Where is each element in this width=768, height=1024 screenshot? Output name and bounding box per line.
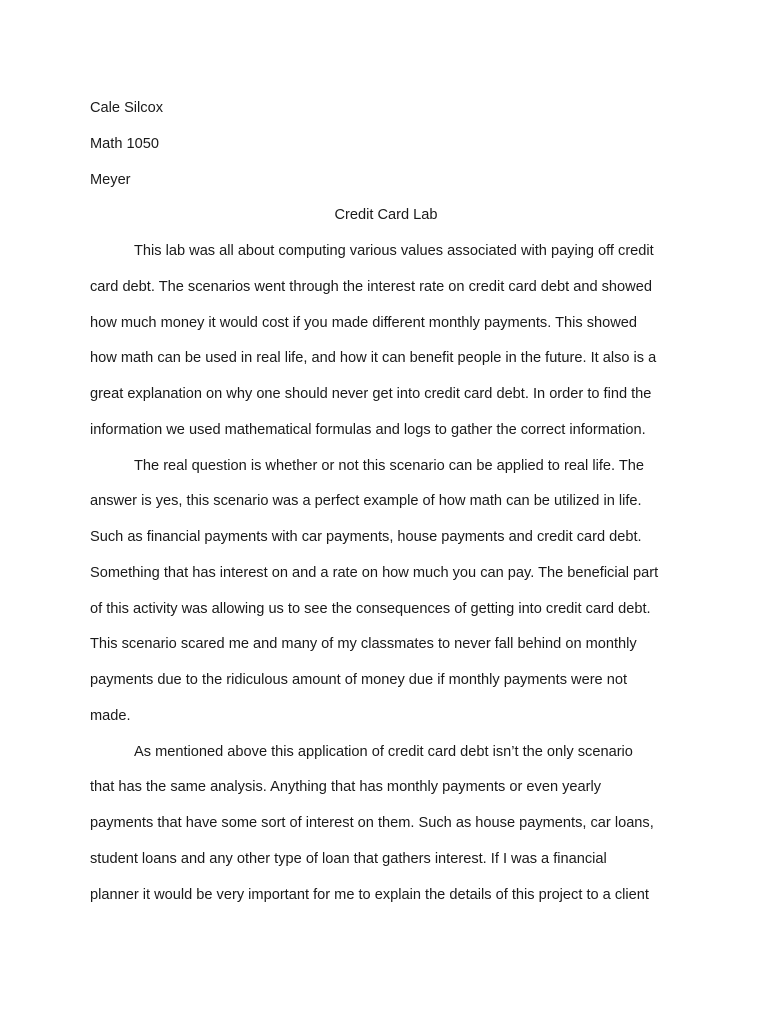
paragraph-line: card debt. The scenarios went through the interest rate on credit card debt and showed <box>90 278 652 295</box>
paragraph-line: information we used mathematical formulas and logs to gather the correct information. <box>90 421 646 438</box>
document-body <box>90 91 682 913</box>
paragraph-line: Something that has interest on and a rate on how much you can pay. The beneficial part <box>90 564 659 581</box>
document-title: Credit Card Lab <box>334 207 438 224</box>
paragraph-line: great explanation on why one should never get into credit card debt. In order to find the <box>90 386 652 402</box>
paragraph-line: made. <box>90 707 131 724</box>
course-name: Math 1050 <box>90 135 159 152</box>
paragraph-line: This scenario scared me and many of my classmates to never fall behind on monthly <box>90 636 637 653</box>
instructor-name: Meyer <box>90 171 131 188</box>
paragraph-line: The real question is whether or not this scenario can be applied to real life. The <box>134 457 644 474</box>
paragraph-line: Such as financial payments with car payments, house payments and credit card debt. <box>90 529 642 545</box>
paragraph-line: of this activity was allowing us to see the consequences of getting into credit card debt. <box>90 600 651 617</box>
paragraph-line: answer is yes, this scenario was a perfect example of how math can be utilized in life. <box>90 493 642 510</box>
paragraph-1 <box>90 234 682 449</box>
paragraph-line: As mentioned above this application of credit card debt isn’t the only scenario <box>134 743 633 760</box>
paragraph-line: planner it would be very important for me to explain the details of this project to a client <box>90 886 649 903</box>
author-name: Cale Silcox <box>90 100 163 116</box>
paragraph-line: how much money it would cost if you made different monthly payments. This showed <box>90 314 637 331</box>
paragraph-line: This lab was all about computing various values associated with paying off credit <box>134 243 654 259</box>
paragraph-line: payments that have some sort of interest on them. Such as house payments, car loans, <box>90 815 654 831</box>
paragraph-line: that has the same analysis. Anything that has monthly payments or even yearly <box>90 779 602 796</box>
paragraph-3 <box>90 735 682 914</box>
paragraph-2 <box>90 449 682 735</box>
paragraph-line: how math can be used in real life, and how it can benefit people in the future. It also is a <box>90 350 657 367</box>
paragraph-line: payments due to the ridiculous amount of money due if monthly payments were not <box>90 672 628 688</box>
paragraph-line: student loans and any other type of loan that gathers interest. If I was a financial <box>90 850 607 867</box>
